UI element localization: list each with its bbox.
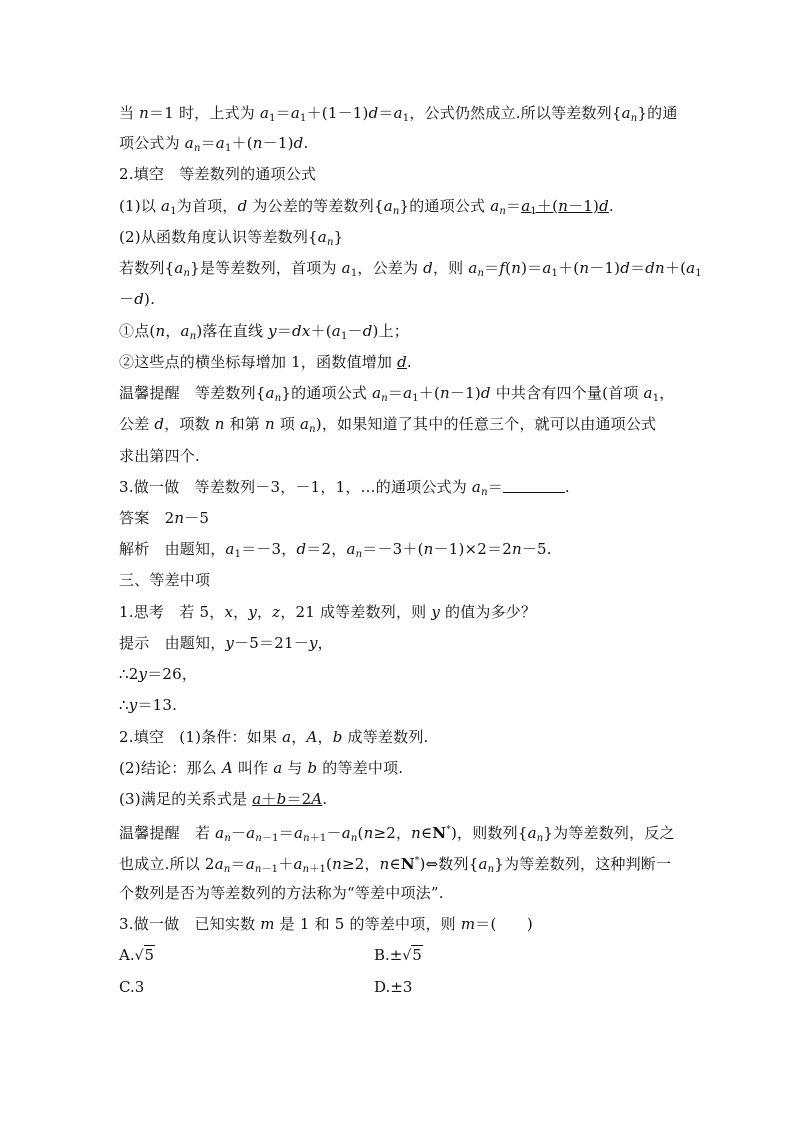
text-line: ∴y＝13. [119,696,178,714]
option-c: C.3 [119,978,145,996]
text-line: －d). [119,290,156,308]
text-line: 2.填空 等差数列的通项公式 [119,165,317,183]
text-line: 解析 由题知，$a_1=-3$，d＝2，$a_n=-3+(n-1)\times 2=2n-5$. [119,540,552,560]
text-line: (2)从函数角度认识等差数列$\{a_n\}$ [119,228,344,248]
option-a: A.√5 [119,946,155,964]
text-line: ②这些点的横坐标每增加 1，函数值增加 d. [119,353,412,371]
text-line: (2)结论：那么 A 叫作 a 与 b 的等差中项. [119,759,404,777]
text-line: 1.思考 若 5，x，y，z，21 成等差数列，则 y 的值为多少？ [119,603,537,621]
text-line: 3.做一做 等差数列－3，－1，1，…的通项公式为 $a_n=$ . [119,478,570,498]
text-line: 也成立.所以 $2a_n=a_{n-1}+a_{n+1}(n\ge 2$，n∈N*)⇔数列$\{a_n\}$为等差数列，这种判断一 [119,855,672,875]
text-line: 3.做一做 已知实数 m 是 1 和 5 的等差中项，则 m＝( ) [119,915,533,933]
option-b: B.±√5 [374,946,422,964]
text-line: 公差 d，项数 n 和第 n 项 $a_n$)，如果知道了其中的任意三个，就可以由通项公式 [119,415,657,435]
text-line: 答案 2n－5 [119,509,210,527]
text-line: 当 n＝1 时，上式为 $a_1=a_1+(1-1)d=a_1$，公式仍然成立.所以等差数列$\{a_n\}$的通 [119,104,678,124]
text-line: 若数列$\{a_n\}$是等差数列，首项为 $a_1$，公差为 d，则 $a_n=f(n)=a_1+(n-1)d=dn+(a_1$ [119,259,702,279]
text-line: 求出第四个. [119,447,200,465]
text-line: (3)满足的关系式是 a＋b＝2A. [119,790,328,808]
answer-blank [503,478,565,493]
text-line: 温馨提醒 等差数列$\{a_n\}$的通项公式 $a_n=a_1+(n-1)d$ 中共含有四个量(首项 $a_1$， [119,384,675,404]
text-line: 2.填空 (1)条件：如果 a，A，b 成等差数列. [119,728,429,746]
text-line: 温馨提醒 若 $a_n-a_{n-1}=a_{n+1}-a_n(n\ge 2$，n∈N*)，则数列$\{a_n\}$为等差数列，反之 [119,824,675,844]
text-line: (1)以 $a_1$为首项，d 为公差的等差数列$\{a_n\}$的通项公式 $a_n=a_1+(n-1)d$. [119,197,614,217]
text-line: ∴2y＝26， [119,665,198,683]
option-d: D.±3 [374,978,413,996]
text-line: ①点(n，$a_n$)落在直线 $y=dx+(a_1-d)$上； [119,322,409,342]
text-line: 提示 由题知，y－5＝21－y， [119,634,333,652]
text-line: 个数列是否为等差数列的方法称为“等差中项法”. [119,884,444,902]
section-heading: 三、等差中项 [119,571,211,589]
text-line: 项公式为 $a_n=a_1+(n-1)d$. [119,134,309,154]
